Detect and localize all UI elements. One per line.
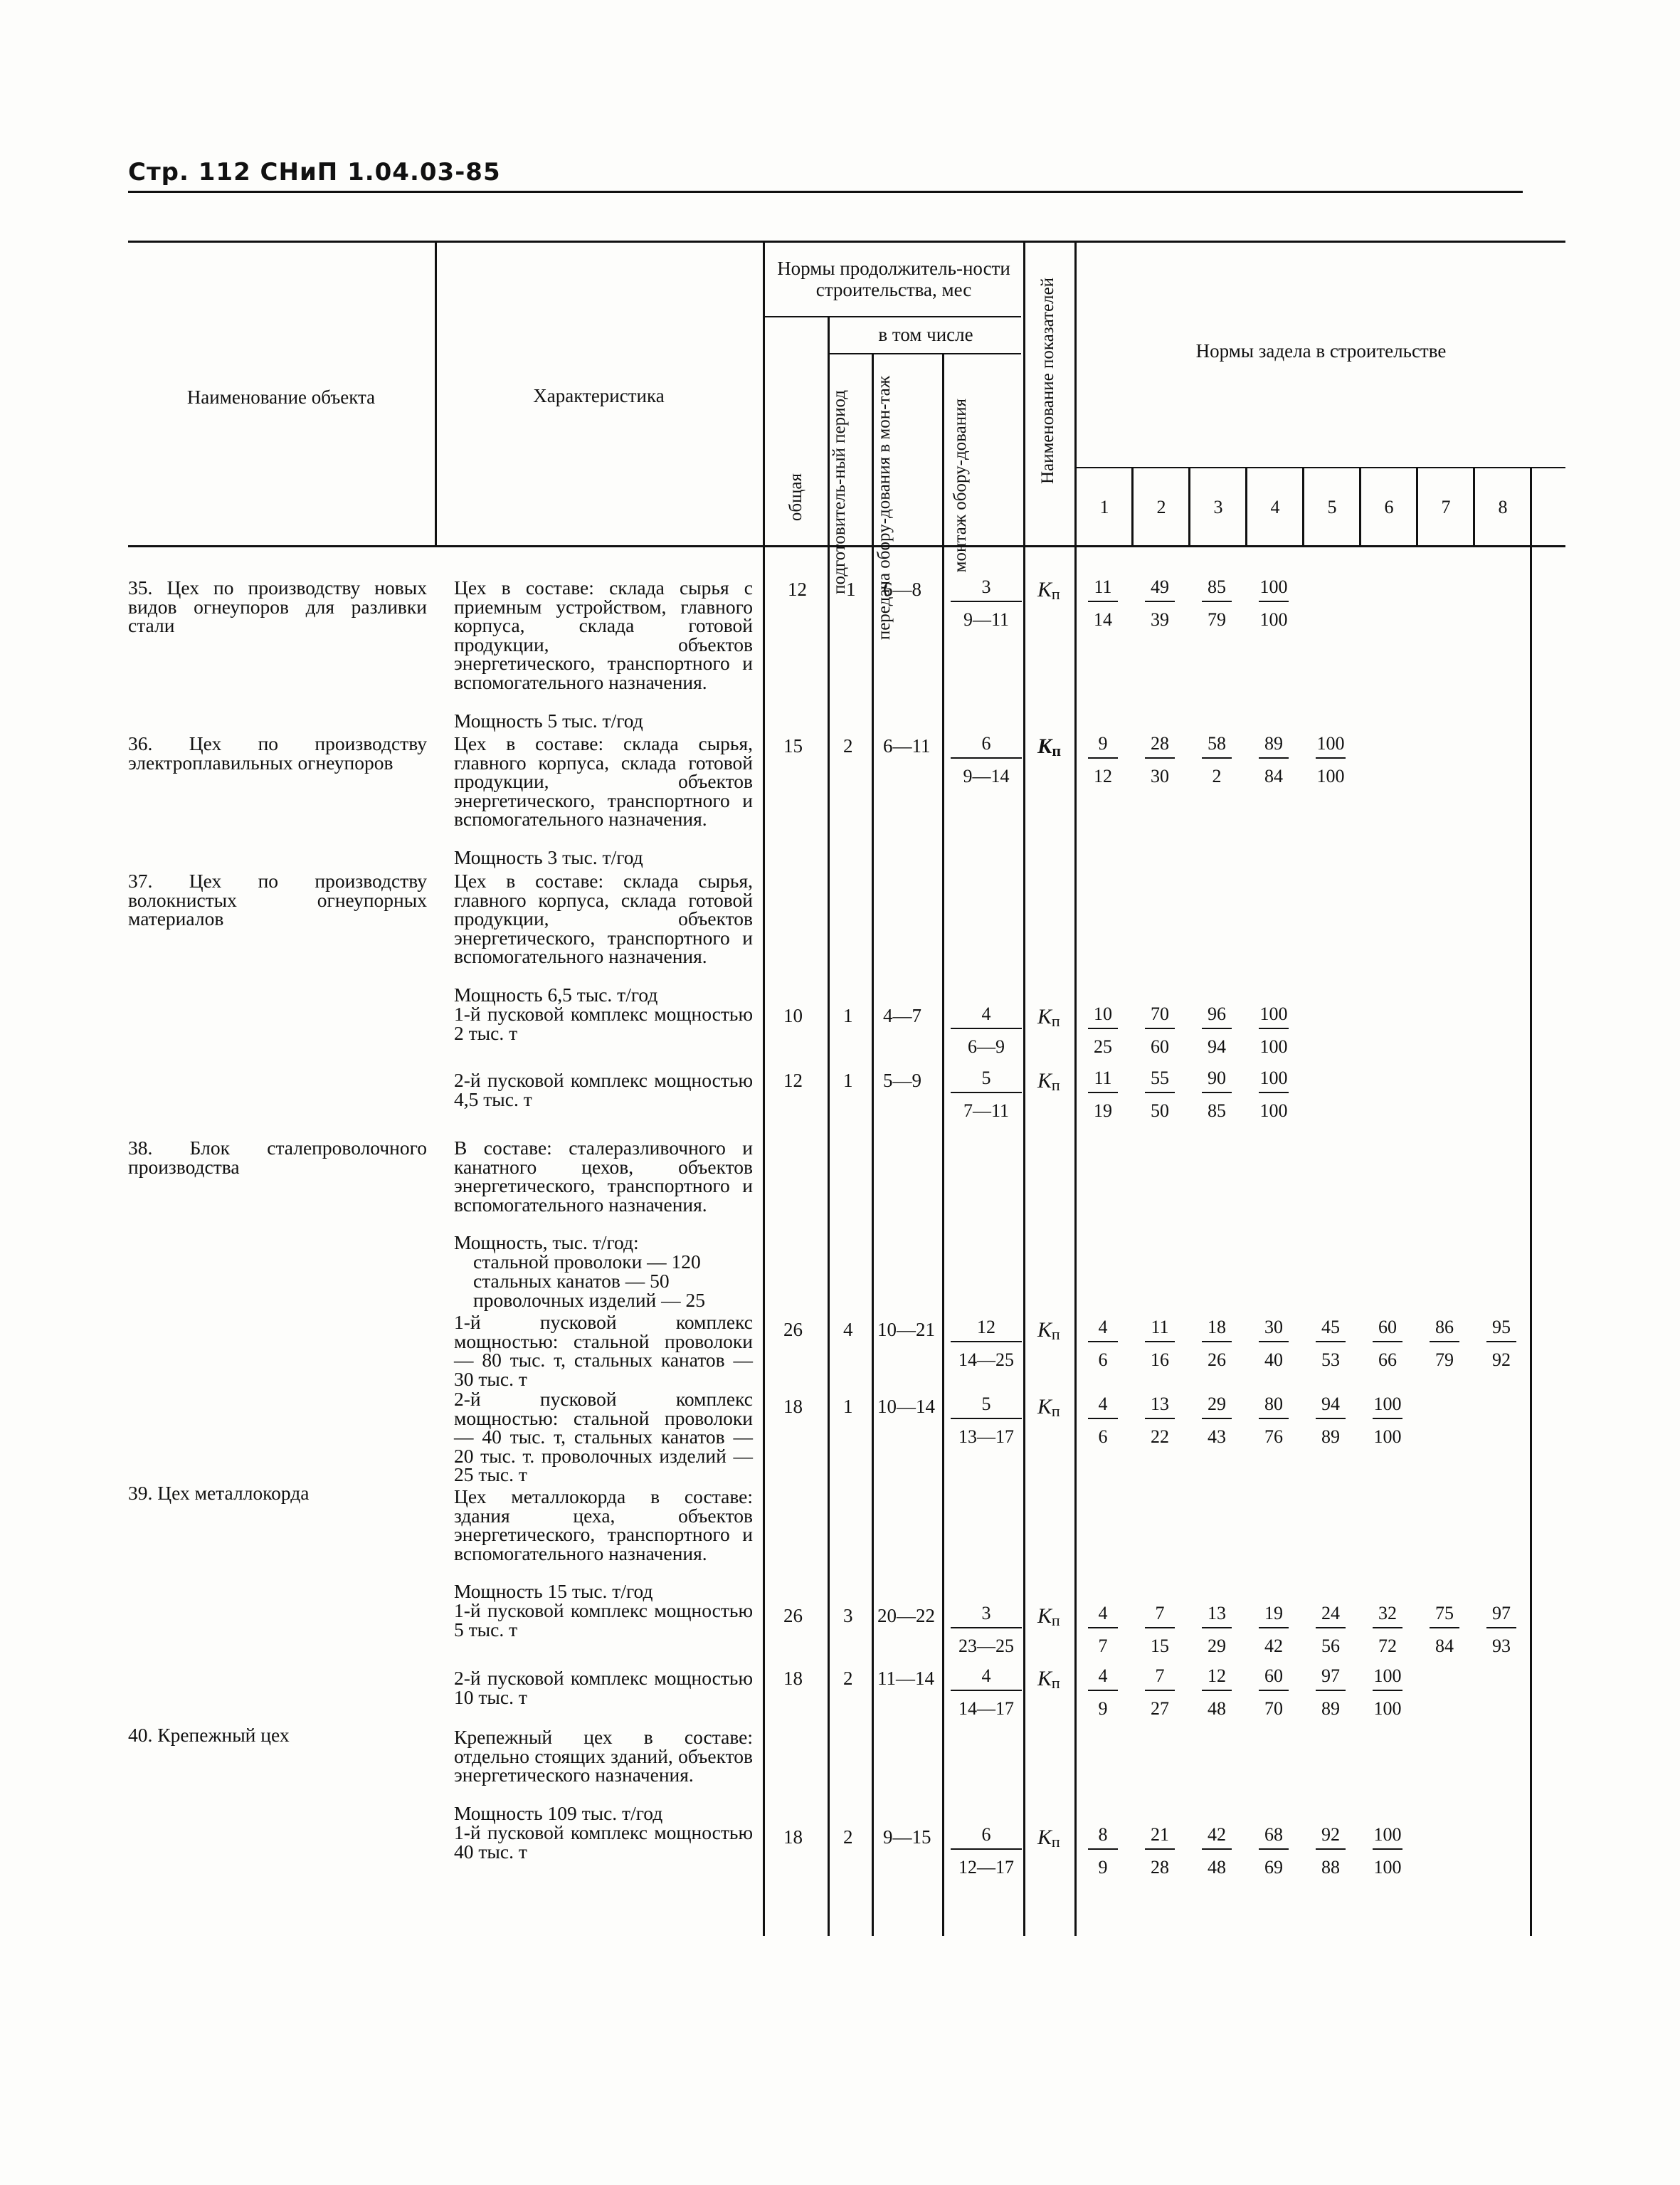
power-line: стальной проволоки — 120: [473, 1251, 701, 1273]
duration-total: 26: [783, 1605, 803, 1626]
indicator-kp: $К_п$: [1037, 578, 1060, 603]
backlog-value-4: $\frac{60}{70}$: [1256, 1665, 1291, 1720]
indicator-kp: $К_п$: [1037, 1069, 1060, 1094]
indicator-kp: $К_п$: [1037, 1826, 1060, 1850]
backlog-value-3: $\frac{18}{26}$: [1199, 1317, 1235, 1371]
including-subheader-rule: [829, 353, 1021, 354]
backlog-value-4: $\frac{100}{100}$: [1259, 576, 1288, 630]
backlog-value-3: $\frac{42}{48}$: [1199, 1824, 1235, 1878]
duration-installation: $\frac{6}{9—14}$: [951, 733, 1022, 787]
duration-installation: $\frac{5}{13—17}$: [951, 1394, 1022, 1448]
backlog-value-5: $\frac{100}{100}$: [1316, 733, 1345, 786]
object-name: 39. Цех металлокорда: [128, 1482, 310, 1504]
header-indicator-name: Наименование показателей: [1038, 278, 1057, 485]
duration-transfer: 20—22: [877, 1605, 935, 1626]
duration-preparatory: 2: [843, 735, 853, 757]
backlog-value-8: $\frac{97}{93}$: [1484, 1603, 1519, 1657]
object-name: 36. Цех по производству электроплавильных огнеупоров: [128, 732, 427, 774]
header-total: общая: [786, 473, 805, 522]
col-divider: [1530, 468, 1532, 1936]
backlog-value-5: $\frac{97}{89}$: [1313, 1665, 1348, 1720]
indicator-kp: $К_п$: [1037, 1318, 1060, 1343]
backlog-value-3: $\frac{96}{94}$: [1199, 1004, 1235, 1058]
object-power: Мощность 3 тыс. т/год: [454, 846, 643, 868]
backlog-value-7: $\frac{86}{79}$: [1427, 1317, 1462, 1371]
backlog-value-6: $\frac{100}{100}$: [1373, 1665, 1402, 1719]
subcomplex-description: 2-й пусковой комплекс мощностью: стальной проволоки — 40 тыс. т, стальных канатов — 20 тыс. т. проволочных изделий — 25 тыс. т: [454, 1388, 753, 1486]
col-divider: [1188, 468, 1190, 547]
indicator-kp: $К_п$: [1037, 1667, 1060, 1692]
header-in-including: в том числе: [878, 324, 973, 345]
subcomplex-description: 1-й пусковой комплекс мощностью 40 тыс. т: [454, 1821, 753, 1863]
duration-transfer: 6—8: [883, 579, 921, 600]
duration-total: 26: [783, 1319, 803, 1340]
col-number-7: 7: [1441, 497, 1451, 517]
duration-transfer: 5—9: [883, 1070, 921, 1091]
backlog-value-2: $\frac{11}{16}$: [1142, 1317, 1178, 1371]
backlog-value-1: $\frac{4}{6}$: [1085, 1394, 1121, 1448]
backlog-value-4: $\frac{100}{100}$: [1259, 1004, 1288, 1057]
object-name: 37. Цех по производству волокнистых огнеупорных материалов: [128, 870, 427, 930]
duration-installation: $\frac{6}{12—17}$: [951, 1824, 1022, 1878]
duration-preparatory: 1: [843, 1070, 853, 1091]
backlog-value-1: $\frac{9}{12}$: [1085, 733, 1121, 787]
subcomplex-description: 1-й пусковой комплекс мощностью 5 тыс. т: [454, 1599, 753, 1641]
col-divider: [1131, 468, 1134, 547]
backlog-value-5: $\frac{45}{53}$: [1313, 1317, 1348, 1371]
duration-preparatory: 2: [843, 1668, 853, 1689]
backlog-value-5: $\frac{92}{88}$: [1313, 1824, 1348, 1878]
object-power: Мощность 5 тыс. т/год: [454, 710, 643, 732]
object-characteristic: Крепежный цех в составе: отдельно стоящих зданий, объектов энергетического назначения.: [454, 1726, 753, 1786]
backlog-value-2: $\frac{70}{60}$: [1142, 1004, 1178, 1058]
header-rule: [128, 191, 1523, 193]
backlog-value-2: $\frac{13}{22}$: [1142, 1394, 1178, 1448]
object-characteristic: Цех металлокорда в составе: здания цеха, объектов энергетического, транспортного и вспомогательного назначения.: [454, 1485, 753, 1564]
backlog-value-1: $\frac{4}{9}$: [1085, 1665, 1121, 1720]
duration-transfer: 9—15: [883, 1826, 931, 1848]
backlog-value-3: $\frac{29}{43}$: [1199, 1394, 1235, 1448]
backlog-value-2: $\frac{55}{50}$: [1142, 1068, 1178, 1122]
backlog-value-6: $\frac{100}{100}$: [1373, 1824, 1402, 1878]
backlog-value-2: $\frac{7}{15}$: [1142, 1603, 1178, 1657]
backlog-value-6: $\frac{100}{100}$: [1373, 1394, 1402, 1447]
col-divider: [1302, 468, 1304, 547]
col-number-1: 1: [1099, 497, 1109, 517]
backlog-value-1: $\frac{11}{19}$: [1085, 1068, 1121, 1122]
header-object-name: Наименование объекта: [186, 386, 376, 408]
object-characteristic: Цех в составе: склада сырья, главного корпуса, склада готовой продукции, объектов энергетического, транспортного и вспомогательного назначения.: [454, 732, 753, 831]
duration-preparatory: 1: [843, 1005, 853, 1026]
backlog-value-4: $\frac{68}{69}$: [1256, 1824, 1291, 1878]
col-number-4: 4: [1270, 497, 1280, 517]
duration-transfer: 11—14: [877, 1668, 934, 1689]
duration-total: 15: [783, 735, 803, 757]
col-divider: [1074, 242, 1077, 1936]
header-transfer-equipment: передача обору-дования в мон-таж: [875, 376, 894, 641]
duration-subheader-rule: [765, 316, 1021, 317]
backlog-value-4: $\frac{89}{84}$: [1256, 733, 1291, 787]
duration-total: 10: [783, 1005, 803, 1026]
col-divider: [942, 354, 944, 1936]
duration-total: 18: [783, 1826, 803, 1848]
col-divider: [1023, 242, 1025, 1936]
duration-installation: $\frac{3}{23—25}$: [951, 1603, 1022, 1657]
backlog-value-6: $\frac{60}{66}$: [1370, 1317, 1405, 1371]
backlog-value-3: $\frac{58}{2}$: [1199, 733, 1235, 787]
duration-total: 12: [783, 1070, 803, 1091]
duration-preparatory: 3: [843, 1605, 853, 1626]
col-number-6: 6: [1384, 497, 1394, 517]
duration-preparatory: 1: [843, 1396, 853, 1417]
object-name: 35. Цех по производству новых видов огнеупоров для разливки стали: [128, 576, 427, 637]
backlog-value-3: $\frac{13}{29}$: [1199, 1603, 1235, 1657]
backlog-value-2: $\frac{7}{27}$: [1142, 1665, 1178, 1720]
backlog-value-4: $\frac{30}{40}$: [1256, 1317, 1291, 1371]
indicator-kp: $К_п$: [1037, 1005, 1060, 1030]
backlog-value-1: $\frac{4}{6}$: [1085, 1317, 1121, 1371]
duration-installation: $\frac{4}{14—17}$: [951, 1665, 1022, 1720]
object-power: Мощность 109 тыс. т/год: [454, 1802, 663, 1824]
header-duration-norms: Нормы продолжитель-ности строительства, мес: [777, 258, 1010, 300]
col-divider: [1359, 468, 1361, 547]
table-top-rule: [128, 241, 1565, 243]
duration-total: 18: [783, 1668, 803, 1689]
col-divider: [1245, 468, 1247, 547]
col-number-5: 5: [1327, 497, 1337, 517]
backlog-value-6: $\frac{32}{72}$: [1370, 1603, 1405, 1657]
header-backlog-norms: Нормы задела в строительстве: [1195, 340, 1447, 362]
backlog-value-2: $\frac{28}{30}$: [1142, 733, 1178, 787]
backlog-value-2: $\frac{49}{39}$: [1142, 576, 1178, 631]
duration-transfer: 6—11: [883, 735, 931, 757]
object-characteristic: Цех в составе: склада сырья с приемным устройством, главного корпуса, склада готовой продукции, объектов энергетического, транспортного и вспомогательного назначения.: [454, 576, 753, 693]
object-name: 38. Блок сталепроволочного производства: [128, 1137, 427, 1178]
backlog-value-2: $\frac{21}{28}$: [1142, 1824, 1178, 1878]
col-divider: [1473, 468, 1475, 547]
backlog-value-5: $\frac{24}{56}$: [1313, 1603, 1348, 1657]
col-number-3: 3: [1213, 497, 1223, 517]
object-characteristic: Цех в составе: склада сырья, главного корпуса, склада готовой продукции, объектов энергетического, транспортного и вспомогательного назначения.: [454, 870, 753, 968]
backlog-value-1: $\frac{11}{14}$: [1085, 576, 1121, 631]
page-header: Стр. 112 СНиП 1.04.03-85: [128, 158, 501, 186]
header-preparatory: подготовитель-ный период: [830, 390, 849, 594]
col-divider: [763, 242, 765, 1936]
col-number-8: 8: [1498, 497, 1508, 517]
backlog-value-4: $\frac{80}{76}$: [1256, 1394, 1291, 1448]
backlog-value-1: $\frac{8}{9}$: [1085, 1824, 1121, 1878]
object-power: Мощность, тыс. т/год:: [454, 1231, 639, 1253]
subcomplex-description: 1-й пусковой комплекс мощностью: стальной проволоки — 80 тыс. т, стальных канатов — 30 тыс. т: [454, 1311, 753, 1390]
header-characteristic: Характеристика: [533, 385, 665, 406]
backlog-value-7: $\frac{75}{84}$: [1427, 1603, 1462, 1657]
object-name: 40. Крепежный цех: [128, 1724, 290, 1746]
col-number-2: 2: [1156, 497, 1166, 517]
object-power: Мощность 6,5 тыс. т/год: [454, 984, 658, 1006]
duration-transfer: 10—14: [877, 1396, 935, 1417]
object-power: Мощность 15 тыс. т/год: [454, 1580, 653, 1602]
indicator-kp: $К_п$: [1037, 735, 1062, 759]
duration-installation: $\frac{4}{6—9}$: [951, 1004, 1022, 1058]
duration-total: 12: [788, 579, 807, 600]
backlog-value-1: $\frac{10}{25}$: [1085, 1004, 1121, 1058]
duration-total: 18: [783, 1396, 803, 1417]
power-line: стальных канатов — 50: [473, 1270, 670, 1292]
subcomplex-description: 1-й пусковой комплекс мощностью 2 тыс. т: [454, 1003, 753, 1044]
duration-installation: $\frac{12}{14—25}$: [951, 1317, 1022, 1371]
col-divider: [1416, 468, 1418, 547]
subcomplex-description: 2-й пусковой комплекс мощностью 10 тыс. т: [454, 1667, 753, 1708]
duration-preparatory: 2: [843, 1826, 853, 1848]
indicator-kp: $К_п$: [1037, 1604, 1060, 1629]
duration-transfer: 4—7: [883, 1005, 921, 1026]
duration-preparatory: 1: [846, 579, 856, 600]
backlog-value-3: $\frac{90}{85}$: [1199, 1068, 1235, 1122]
duration-installation: $\frac{3}{9—11}$: [951, 576, 1022, 631]
duration-preparatory: 4: [843, 1319, 853, 1340]
backlog-value-3: $\frac{12}{48}$: [1199, 1665, 1235, 1720]
subcomplex-description: 2-й пусковой комплекс мощностью 4,5 тыс. т: [454, 1069, 753, 1110]
backlog-subheader-rule: [1077, 467, 1565, 468]
header-installation: монтаж обору-дования: [951, 399, 970, 573]
backlog-value-3: $\frac{85}{79}$: [1199, 576, 1235, 631]
duration-transfer: 10—21: [877, 1319, 935, 1340]
duration-installation: $\frac{5}{7—11}$: [951, 1068, 1022, 1122]
backlog-value-1: $\frac{4}{7}$: [1085, 1603, 1121, 1657]
backlog-value-4: $\frac{19}{42}$: [1256, 1603, 1291, 1657]
backlog-value-4: $\frac{100}{100}$: [1259, 1068, 1288, 1121]
power-line: проволочных изделий — 25: [473, 1289, 705, 1311]
object-characteristic: В составе: сталеразливочного и канатного цехов, объектов энергетического, транспортного и вспомогательного назначения.: [454, 1137, 753, 1216]
backlog-value-5: $\frac{94}{89}$: [1313, 1394, 1348, 1448]
backlog-value-8: $\frac{95}{92}$: [1484, 1317, 1519, 1371]
col-divider: [872, 354, 874, 1936]
indicator-kp: $К_п$: [1037, 1395, 1060, 1420]
